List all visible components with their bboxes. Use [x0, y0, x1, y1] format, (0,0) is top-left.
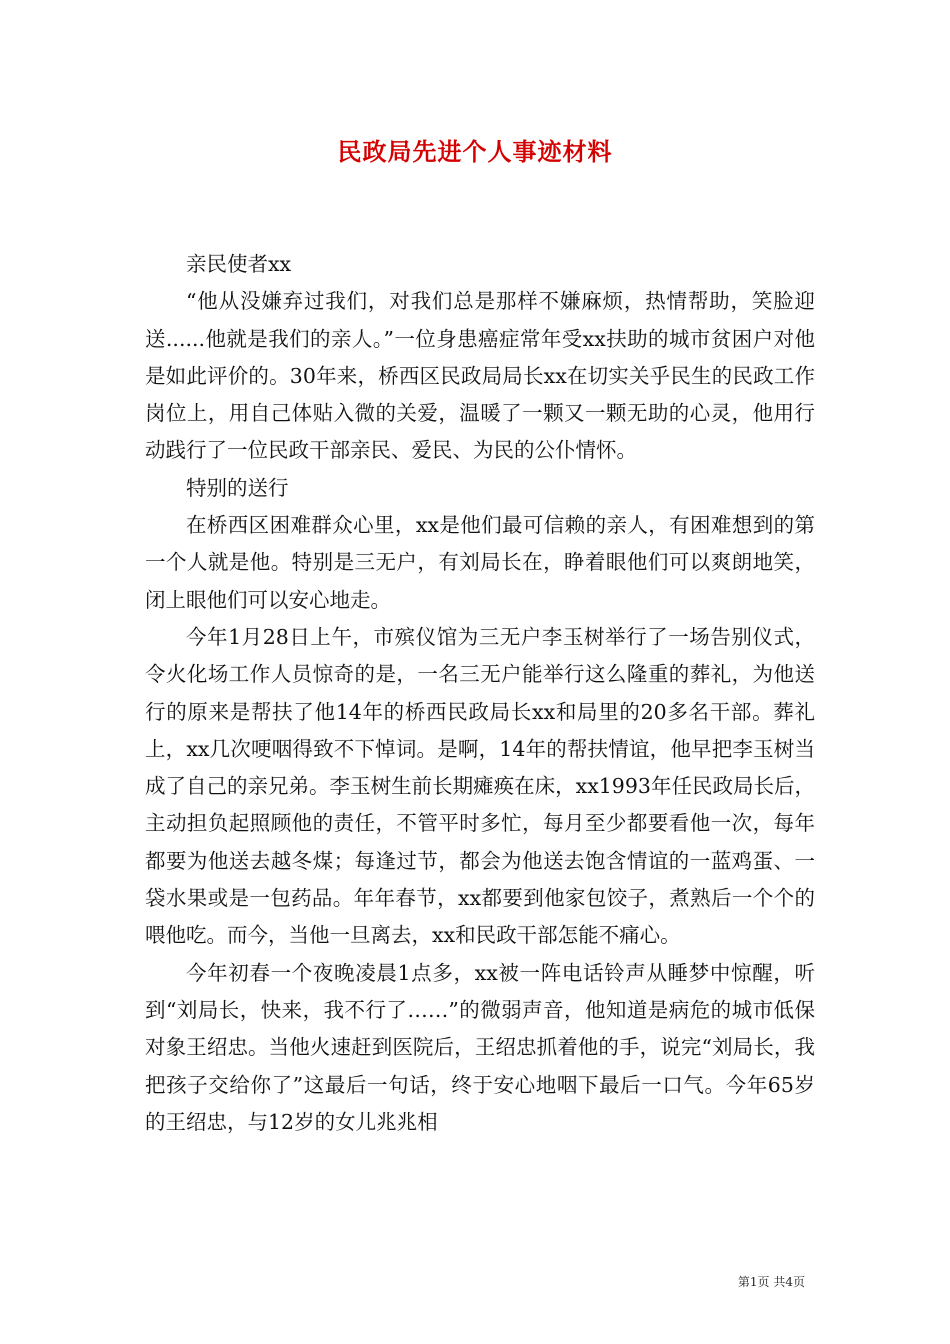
paragraph-intro: “他从没嫌弃过我们，对我们总是那样不嫌麻烦，热情帮助，笑脸迎送......他就是我们的亲人。”一位身患癌症常年受xx扶助的城市贫困户对他是如此评价的。30年来，桥西区民政局局长xx在切实关乎民生的民政工作岗位上，用自己体贴入微的关爱，温暖了一颗又一颗无助的心灵，他用行动践行了一位民政干部亲民、爱民、为民的公仆情怀。: [145, 289, 815, 463]
paragraph-body-2: 今年1月28日上午，市殡仪馆为三无户李玉树举行了一场告别仪式，令火化场工作人员惊奇的是，一名三无户能举行这么隆重的葬礼，为他送行的原来是帮扶了他14年的桥西民政局长xx和局里的20多名干部。葬礼上，xx几次哽咽得致不下悼词。是啊，14年的帮扶情谊，他早把李玉树当成了自己的亲兄弟。李玉树生前长期瘫痪在床，xx1993年任民政局长后，主动担负起照顾他的责任，不管平时多忙，每月至少都要看他一次，每年都要为他送去越冬煤；每逢过节，都会为他送去饱含情谊的一蓝鸡蛋、一袋水果或是一包药品。年年春节，xx都要到他家包饺子，煮熟后一个个的喂他吃。而今，当他一旦离去，xx和民政干部怎能不痛心。: [145, 624, 815, 948]
paragraph-subtitle-1: 亲民使者xx: [186, 252, 292, 276]
paragraph-subtitle-2: 特别的送行: [186, 475, 289, 500]
page-number-footer: 第1页 共4页: [737, 1275, 805, 1289]
document-title: 民政局先进个人事迹材料: [337, 137, 613, 166]
document-body: [145, 246, 815, 1141]
paragraph-body-1: 在桥西区困难群众心里，xx是他们最可信赖的亲人，有困难想到的第一个人就是他。特别是三无户，有刘局长在，睁着眼他们可以爽朗地笑，闭上眼他们可以安心地走。: [145, 513, 815, 612]
paragraph-body-3: 今年初春一个夜晚凌晨1点多，xx被一阵电话铃声从睡梦中惊醒，听到“刘局长，快来，我不行了……”的微弱声音，他知道是病危的城市低保对象王绍忠。当他火速赶到医院后，王绍忠抓着他的手，说完“刘局长，我把孩子交给你了”这最后一句话，终于安心地咽下最后一口气。今年65岁的王绍忠，与12岁的女儿兆兆相: [145, 960, 815, 1134]
